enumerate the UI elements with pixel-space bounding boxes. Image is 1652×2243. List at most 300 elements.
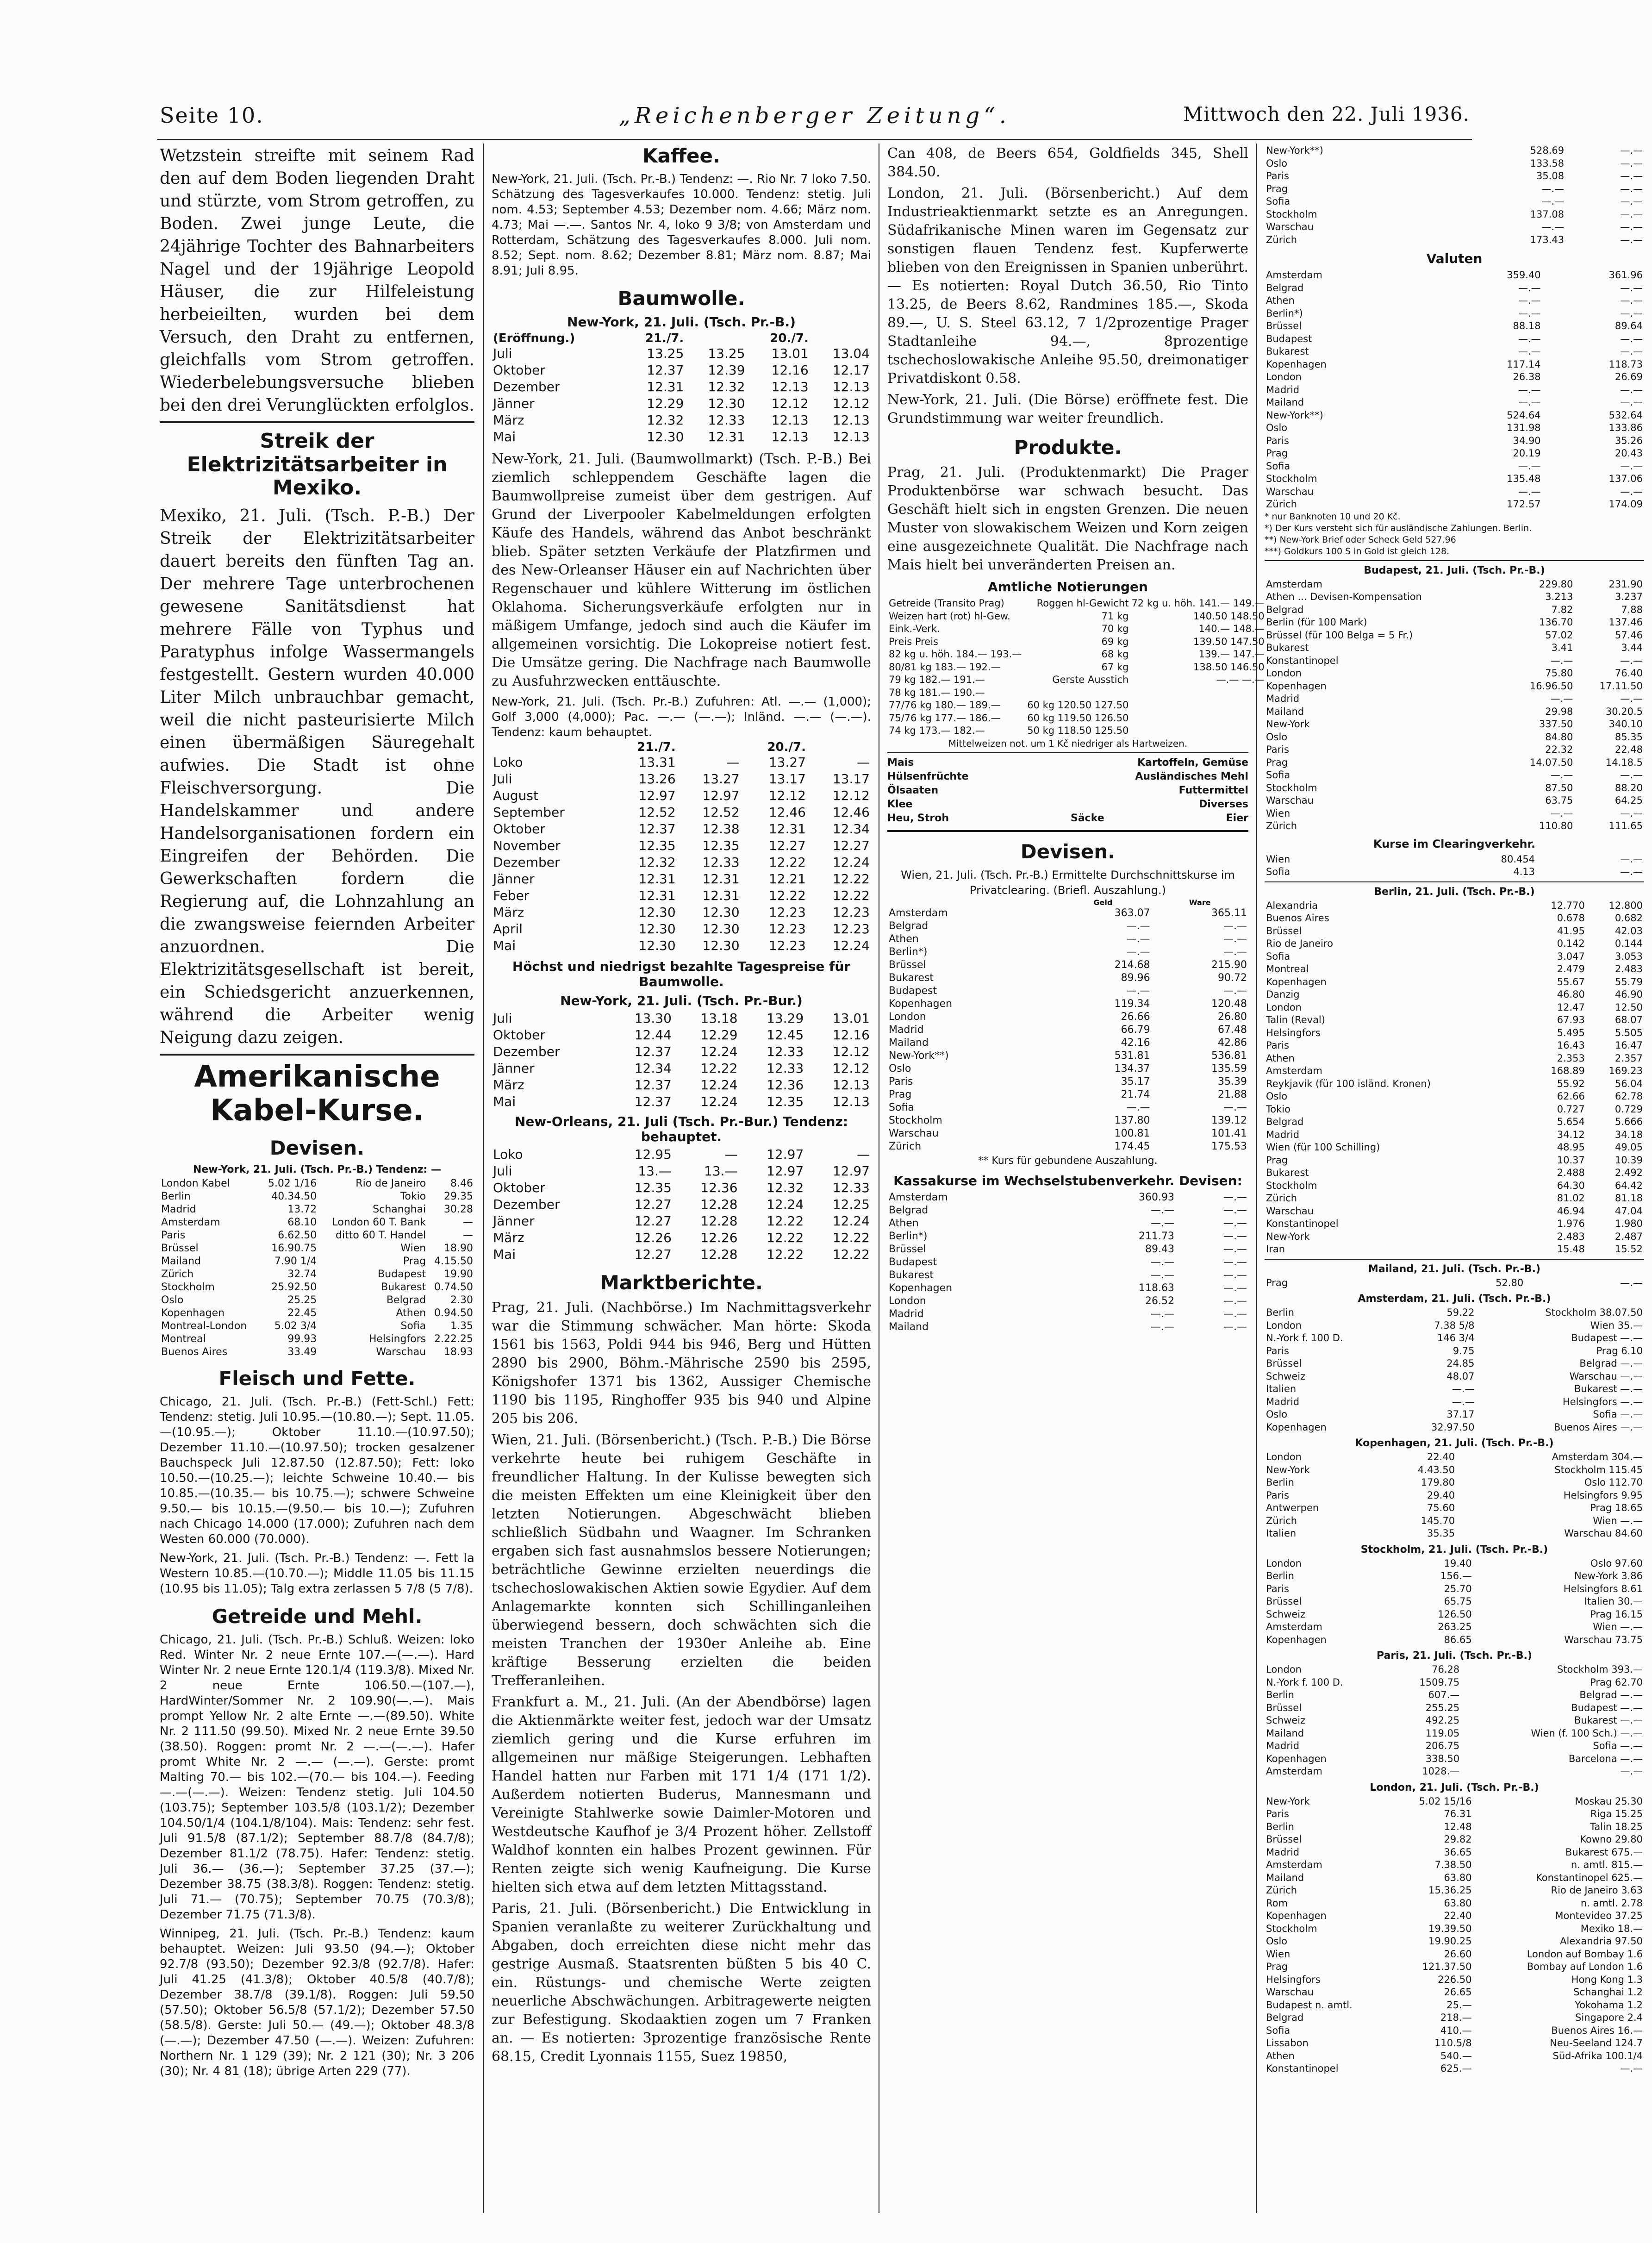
table-row [1265,1595,1644,1608]
table-cell: 80/81 kg 183.— 192.— [889,661,1001,673]
markt-frankfurt: Frankfurt a. M., 21. Juli. (An der Abendbörse) lagen die Aktienmärkte weiter fest, jedoch war der Umsatz ziemlich gering und die Kurse erfuhren im allgemeinen nur mäßige Steigerungen. Lebhaften Handel hatten nur Farben mit 171 1/4 (171 1/2). Außerdem notierten Buderus, Mannesmann und Vereinigte Stahlwerke sowie Daimler-Motoren und Westdeutsche Kaufhof je 3/4 Prozent höher. Zellstoff Waldhof konnten ein halbes Prozent gewinnen. Für Renten zeigte sich wenig Kaufneigung. Die Kurse hielten sich etwa auf dem letzten Mittagsstand. [492,1694,871,1895]
table-cell: Oktober [493,362,545,378]
table-cell: —.— [1126,985,1150,997]
dateline: Mailand, 21. Juli. (Tsch. Pr.-B.) [1368,1263,1541,1275]
table-cell: Stockholm 393.— [1557,1664,1643,1675]
table-row [492,412,871,429]
table-cell: 40.34.50 [271,1190,317,1202]
table-cell: 76.31 [1444,1808,1472,1819]
article-continuation: Can 408, de Beers 654, Goldfields 345, Shell 384.50. [887,145,1248,180]
table-row [1265,1999,1644,2012]
table-cell: 46.94 [1557,1205,1585,1217]
baumwolle-table-2 [492,740,871,954]
dateline: Paris, 21. Juli. (Tsch. Pr.-B.) [1377,1650,1532,1662]
table-row [1265,282,1644,295]
table-cell: 110.5/8 [1434,2037,1472,2049]
table-cell: —.— [1518,346,1541,357]
table-cell: 13.26 [638,771,676,787]
table-cell: Berlin [1266,1689,1294,1700]
table-cell: 13.25 [647,346,684,361]
table-cell: Brüssel [1266,320,1302,331]
table-row [887,1191,1248,1204]
table-row [160,1281,474,1294]
wien-devisen-table [887,898,1248,1153]
table-cell: Wien [1266,1948,1290,1960]
table-row [492,395,871,412]
table-row [887,623,1266,636]
table-cell: 5.495 [1557,1027,1585,1038]
table-cell: Oktober [493,1027,545,1043]
table-cell: 12.22 [767,1230,804,1245]
table-cell: 12.34 [832,821,870,837]
table-row [1265,1167,1644,1180]
table-row [160,1203,474,1216]
table-row [492,1010,871,1027]
table-cell: Bukarest [1266,1167,1309,1178]
table-cell: 360.93 [1138,1191,1174,1203]
dateline: Wien, 21. Juli. (Tsch. Pr.-B.) Ermittelte Durchschnittskurse im Privatclearing. (Briefl. Auszahlung.) [901,868,1235,897]
table-cell: 12.30 [702,905,740,920]
table-row [887,1282,1248,1295]
category-label: Klee [887,798,913,810]
table-cell: —.— [1223,1101,1247,1113]
table-cell: Oslo [1266,422,1288,433]
category-label: Mais [887,756,914,768]
product-categories-a [887,756,1248,770]
table-cell: Zürich [1266,1885,1297,1896]
kopenhagen-table [1265,1451,1644,1540]
table-row [1265,769,1644,782]
table-row [1265,333,1644,346]
table-cell: London [889,1011,926,1023]
ny-boerse-report: New-York, 21. Juli. (Die Börse) eröffnete fest. Die Grundstimmung war weiter freundlich. [887,392,1248,426]
table-row [1265,1319,1644,1332]
table-cell: 118.73 [1608,358,1643,370]
table-row [887,699,1266,712]
table-row [1265,616,1644,629]
valuten-heading: Valuten [1426,251,1483,266]
footnote: **) New-York Brief oder Scheck Geld 527.96 [1265,534,1456,545]
table-row [1265,1205,1644,1218]
table-row [887,1269,1248,1282]
page-number: Seite 10. [160,103,264,128]
page-header [160,103,1470,135]
table-row [492,362,871,379]
table-cell: —.— —.— [1216,674,1265,685]
table-cell: 139.50 147.50 [1193,636,1265,647]
table-cell: Warschau 73.75 [1564,1634,1643,1645]
table-cell: 78 kg 181.— 190.— [889,687,985,698]
table-cell: 88.18 [1513,320,1541,331]
winnipeg-report: Winnipeg, 21. Juli. (Tsch. Pr.-B.) Tendenz: kaum behauptet. Weizen: Juli 93.50 (94.—); Oktober 92.7/8 (93.50); Dezember 92.3/8 (92.7/8). Hafer: Juli 41.25 (41.3/8); Oktober 40.5/8 (40.7/8); Dezember 38.7/8 (39.1/8). Roggen: Juli 59.50 (57.50); Oktober 56.5/8 (57.1/2); Dezember 57.50 (58.5/8). Gerste: Juli 50.— (49.—); Oktober 48.3/8 (—.—); Dezember 47.50 (—.—). Weizen: Zufuhren: Northern Nr. 1 129 (39); Nr. 2 121 (30); Nr. 3 206 (30); Nr. 4 81 (18); übrige Arten 229 (77). [160,1926,474,2078]
table-row [492,1246,871,1263]
table-row [492,1146,871,1163]
table-cell: 12.22 [768,888,806,903]
product-categories-d [887,798,1248,812]
table-cell: 168.89 [1551,1065,1585,1076]
table-cell: N.-York f. 100 D. [1266,1332,1343,1343]
table-cell: Warschau [1266,795,1314,806]
table-cell: Mai [493,1247,516,1262]
table-row [1265,1014,1644,1027]
table-cell: 12.97 [832,1163,870,1179]
category-label: Säcke [1070,812,1104,824]
table-cell: 13.18 [700,1011,738,1026]
table-cell: 72 kg u. höh. 141.— 149.— [1131,598,1265,609]
table-cell: N.-York f. 100 D. [1266,1676,1343,1688]
table-cell: Roggen hl-Gewicht [1036,598,1129,609]
footnote: *) Der Kurs versteht sich für ausländische Zahlungen. Berlin. [1265,523,1532,533]
table-cell: 46.80 [1557,989,1585,1000]
table-row [1265,473,1644,486]
table-cell: 139.— 147.— [1198,649,1265,660]
table-cell: —.— [1518,282,1541,294]
table-cell: 69 kg [1101,636,1129,647]
table-cell: New-York**) [1266,409,1323,421]
table-cell: Athen ... Devisen-Kompensation [1266,591,1422,602]
dateline: New-York, 21. Juli. (Tsch. Pr.-B.) Tendenz: — [193,1163,442,1175]
table-cell: Getreide (Transito Prag) [889,598,1004,609]
table-row [492,345,871,362]
table-cell: März [493,1077,524,1093]
table-cell: 5.02 3/4 [274,1320,317,1332]
table-cell: 12.35 [634,1180,672,1195]
fleisch-ny-report: New-York, 21. Juli. (Tsch. Pr.-B.) Tendenz: —. Fett Ia Western 10.85.—(10.70.—); Middle 11.05 bis 11.15 (10.95 bis 11.05); Talg extra zerlassen 5 7/8 (5 7/8). [160,1551,474,1596]
table-cell: Belgrad [1266,2012,1304,2023]
table-cell: 42.16 [1121,1037,1150,1049]
table-cell: 12.47 [1557,1001,1585,1013]
table-cell: —.— [1518,307,1541,319]
table-row [1265,1527,1644,1540]
table-cell: 68 kg [1101,649,1129,660]
table-row [1265,1923,1644,1936]
divider [1265,560,1644,561]
table-cell: Madrid [1266,1846,1300,1858]
table-cell: Bukarest —.— [1574,1715,1643,1726]
table-cell: 13.31 [638,755,676,770]
table-cell: Mailand [161,1255,201,1267]
table-cell: Rio de Janeiro [355,1177,426,1189]
orleans-table [492,1146,871,1263]
table-cell: 52.80 [1496,1277,1524,1288]
table-cell: März [493,905,524,920]
table-cell: —.— [1620,1277,1643,1288]
table-cell: Prag [1266,1154,1288,1166]
budapest-table [1265,578,1644,833]
table-row [1265,1689,1644,1702]
table-cell: 20.43 [1615,448,1643,459]
table-cell: Sofia —.— [1593,1409,1643,1420]
table-cell: —.— [1223,1243,1247,1255]
table-row [492,921,871,937]
table-cell: 26.80 [1218,1011,1247,1023]
table-cell: 2.353 [1557,1052,1585,1064]
table-cell: 62.66 [1557,1091,1585,1102]
table-cell: 13.72 [287,1203,317,1215]
table-cell: Helsingfors 9.95 [1563,1489,1643,1501]
table-cell: 22.45 [287,1307,317,1319]
table-cell: 119.34 [1114,998,1150,1010]
table-cell: 35.17 [1121,1075,1150,1087]
table-cell: Schanghai [373,1203,426,1215]
table-cell: 1.35 [450,1320,473,1332]
table-cell: 22.32 [1545,744,1573,755]
table-row [887,1140,1248,1153]
table-cell: 12.36 [767,1077,804,1093]
table-cell: 14.18.5 [1605,756,1643,768]
table-cell: Sofia [889,1101,914,1113]
table-cell: Zürich [889,1140,922,1152]
table-cell: 46.90 [1615,989,1643,1000]
dateline: Stockholm, 21. Juli. (Tsch. Pr.-B.) [1360,1543,1548,1556]
table-cell: 12.33 [708,412,745,428]
table-cell: Preis Preis [889,636,938,647]
table-row [1265,435,1644,448]
table-cell: 263.25 [1438,1621,1472,1632]
table-cell: 30.28 [444,1203,473,1215]
table-row [887,907,1248,920]
table-cell: 12.13 [832,1077,870,1093]
table-row [160,1216,474,1229]
devisen-heading: Devisen. [1020,840,1116,863]
table-row [1265,1621,1644,1634]
table-cell: London 60 T. Bank [332,1216,426,1228]
table-cell: 12.13 [832,379,870,394]
table-cell: n. amtl. 815.— [1571,1859,1643,1870]
paris-table [1265,1663,1644,1778]
table-cell: —.— [1620,183,1643,194]
table-cell: — [463,1229,473,1241]
table-cell: Amsterdam [1266,578,1322,590]
table-cell: 110.80 [1539,820,1573,831]
table-cell: —.— [1223,933,1247,945]
table-cell: 12.29 [647,396,684,411]
table-cell: 12.32 [708,379,745,394]
table-cell: 3.053 [1615,950,1643,962]
valuten-notes [1265,511,1644,557]
table-cell: Talin (Reval) [1266,1014,1325,1025]
table-row [1265,807,1644,820]
table-row [160,1268,474,1281]
table-cell: London [1266,1451,1302,1462]
devisen-table [160,1177,474,1359]
table-row [1265,912,1644,925]
table-cell: 4.15.50 [434,1255,473,1267]
london-table [1265,1795,1644,2075]
amtliche-heading: Amtliche Notierungen [988,579,1148,594]
table-row [160,1190,474,1203]
column-header: Ware [1189,898,1211,907]
table-cell: Wien [1266,853,1290,865]
table-cell: 60 kg 120.50 127.50 [1027,700,1129,711]
table-cell: Zürich [1266,1193,1297,1204]
table-cell: Prag [1266,756,1288,768]
table-row [1265,307,1644,320]
table-cell: Jänner [493,1213,535,1229]
category-label: Hülsenfrüchte [887,770,969,782]
table-row [1265,1833,1644,1846]
table-cell: 12.25 [832,1197,870,1212]
table-cell: September [493,805,565,820]
table-cell: 169.23 [1608,1065,1643,1076]
table-row [887,933,1248,946]
table-cell: 101.41 [1211,1127,1247,1139]
table-cell: 81.18 [1615,1193,1643,1204]
table-cell: Kopenhagen [1266,1421,1327,1433]
table-row [492,1027,871,1043]
table-cell: Brüssel [1266,1702,1302,1713]
table-cell: Sofia [400,1320,426,1332]
table-row [1265,384,1644,397]
table-cell: Italien 30.— [1584,1596,1643,1607]
table-cell: —.— [1223,1282,1247,1294]
table-cell: 88.20 [1615,782,1643,793]
table-cell: 47.04 [1615,1205,1643,1217]
table-cell: 13.— [704,1163,738,1179]
table-cell: Stockholm [1266,782,1317,793]
table-cell [1130,687,1265,700]
table-row [887,1114,1248,1127]
table-cell: —.— [1620,145,1643,156]
strike-headline: Streik der Elektrizitätsarbeiter in Mexiko. [187,429,448,500]
table-cell: 55.92 [1557,1078,1585,1089]
table-row [492,1230,871,1246]
table-cell: 89.96 [1121,972,1150,984]
table-cell: 85.35 [1615,731,1643,743]
table-row [492,787,871,804]
table-row [1265,963,1644,976]
table-cell: 12.24 [700,1044,738,1059]
column-header: 21./7. [637,740,676,754]
table-row [1265,183,1644,196]
table-cell: 7.82 [1551,604,1573,615]
table-cell: 12.28 [700,1247,738,1262]
table-cell: New-York**) [889,1050,949,1062]
table-cell: 37.17 [1446,1409,1475,1420]
table-cell: Athen [889,1217,919,1229]
table-cell: 0.729 [1615,1103,1643,1115]
table-cell: 12.97 [767,1163,804,1179]
table-row [887,998,1248,1011]
table-cell: August [493,788,538,803]
table-cell: 59.22 [1446,1307,1475,1318]
table-cell: 12.52 [638,805,676,820]
table-cell: 36.65 [1444,1846,1472,1858]
table-cell: 363.07 [1114,907,1150,919]
table-cell: 12.23 [832,921,870,937]
table-cell: Warschau [889,1127,939,1139]
table-cell: 138.50 146.50 [1193,661,1265,673]
table-row [492,429,871,445]
table-cell: 12.39 [708,362,745,378]
table-cell: 12.37 [634,1044,672,1059]
table-cell: 2.479 [1557,963,1585,975]
table-cell: 21.74 [1121,1088,1150,1100]
divider [887,830,1248,832]
table-cell: Amsterdam [1266,1859,1322,1870]
table-cell: —.— [1620,307,1643,319]
table-cell: 33.49 [287,1346,317,1358]
table-cell: 140.50 148.50 [1193,610,1265,622]
table-cell: Brüssel [1266,1358,1302,1369]
table-cell: 75.60 [1427,1502,1455,1513]
table-cell: 34.90 [1513,435,1541,446]
table-cell: Wien 35.— [1590,1319,1643,1331]
table-cell [1130,699,1265,712]
table-cell: 218.— [1440,2012,1472,2023]
table-cell: 13.27 [702,771,740,787]
table-cell: Danzig [1266,989,1300,1000]
table-row [492,804,871,821]
table-cell: Berlin*) [1266,307,1303,319]
table-cell: Belgrad [1266,282,1304,294]
table-cell: Zürich [1266,499,1297,510]
table-cell: 67.48 [1218,1024,1247,1036]
table-row [1265,604,1644,617]
table-row [492,887,871,904]
table-cell: 12.52 [702,805,740,820]
table-cell: 12.33 [767,1044,804,1059]
table-cell: 32.74 [287,1268,317,1280]
table-cell [1026,687,1130,700]
table-cell: 13.29 [767,1011,804,1026]
table-cell: —.— [1550,769,1573,781]
table-cell: 12.24 [832,1213,870,1229]
table-cell: 12.32 [638,855,676,870]
table-cell: Athen [1266,1052,1295,1064]
category-label: Heu, Stroh [887,812,949,824]
table-cell: 3.44 [1621,642,1643,653]
table-row [1265,1370,1644,1383]
table-cell: —.— [1620,208,1643,220]
table-cell: 4.43.50 [1417,1464,1455,1475]
table-cell: 2.483 [1557,1231,1585,1242]
table-cell: —.— [1223,1269,1247,1281]
markt-wien: Wien, 21. Juli. (Börsenbericht.) (Tsch. P.-B.) Die Börse verkehrte heute bei ruhigem Geschäfte in freundlicher Haltung. In der Kulisse bewegten sich die meisten Effekten um eine Kleinigkeit über den letzten Notierungen. Abgeschwächt blieben schließlich Südbahn und Waagner. Im Schranken ergaben sich fast ausnahmslos bessere Notierungen; beträchtliche Gewinne erzielten neuerdings die tschechoslowakischen Aktien sowie Egydier. Auf dem Anlagemarkte konnten sich Schillinganleihen überwiegend bessern, doch schwächten sich die meisten Tranchen der 1930er Anleihe ab. Eine kräftige Besserung erzielten die beiden Trefferanleihen. [492,1432,871,1689]
table-cell: Budapest n. amtl. [1266,1999,1353,2011]
footnote: ***) Goldkurs 100 S in Gold ist gleich 128. [1265,546,1450,556]
table-cell: Mailand [1266,706,1304,717]
table-cell: Dezember [493,1197,560,1212]
table-cell: 12.26 [634,1230,672,1245]
table-cell: 3.237 [1615,591,1643,602]
table-cell: Jänner [493,871,535,887]
table-row [1265,794,1644,807]
table-cell: 359.40 [1507,269,1541,281]
table-cell: 13.30 [634,1011,672,1026]
table-row [887,1101,1248,1114]
getreide-report: Chicago, 21. Juli. (Tsch. Pr.-B.) Schluß. Weizen: loko Red. Winter Nr. 2 neue Ernte 107.—(—.—). Hard Winter Nr. 2 neue Ernte 120.1/4 (119.3/8). Mixed Nr. 2 neue Ernte 106.50.—(107.—), HardWinter/Sommer Nr. 2 109.90(—.—). Mais prompt Yellow Nr. 2 alte Ernte —.—(89.50). White Nr. 2 111.50 (99.50). Mixed Nr. 2 neue Ernte 39.50 (38.50). Roggen: promt Nr. 2 —.—(—.—). Hafer promt White Nr. 2 —.— (—.—). Gerste: promt Malting 70.— bis 102.—(70.— bis 104.—). Feeding —.—(—.—). Weizen: Tendenz stetig. Juli 104.50 (103.75); September 103.5/8 (103.1/2); Dezember 104.50/1/4 (104.1/8/104). Mais: Tendenz: sehr fest. Juli 91.5/8 (87.1/2); September 88.7/8 (84.7/8); Dezember 81.1/2 (78.75). Hafer: Tendenz: stetig. Juli 36.— (36.—); September 37.25 (37.—); Dezember 38.75 (38.3/8). Roggen: Tendenz: stetig. Juli 71.— (70.75); September 70.75 (70.3/8); Dezember 71.75 (71.3/8). [160,1632,474,1922]
column-header: (Eröffnung.) [493,331,575,345]
column-header [677,740,741,754]
table-cell: 19.40 [1444,1557,1472,1569]
table-cell: Paris [1266,1040,1289,1051]
table-cell: 8.46 [450,1177,473,1189]
table-cell: Jänner [493,1061,535,1076]
table-cell: Budapest [378,1268,426,1280]
table-cell: 67.93 [1557,1014,1585,1025]
table-cell: Mailand [1266,1727,1304,1739]
table-cell: 2.357 [1615,1052,1643,1064]
table-cell: —.— [1541,221,1565,232]
table-cell: 35.39 [1218,1075,1247,1087]
table-cell: Kopenhagen [889,1282,953,1294]
table-cell: Mai [493,429,516,444]
table-row [1265,1986,1644,1999]
table-row [160,1242,474,1255]
table-cell: 231.90 [1608,578,1643,590]
table-row [1265,1421,1644,1434]
